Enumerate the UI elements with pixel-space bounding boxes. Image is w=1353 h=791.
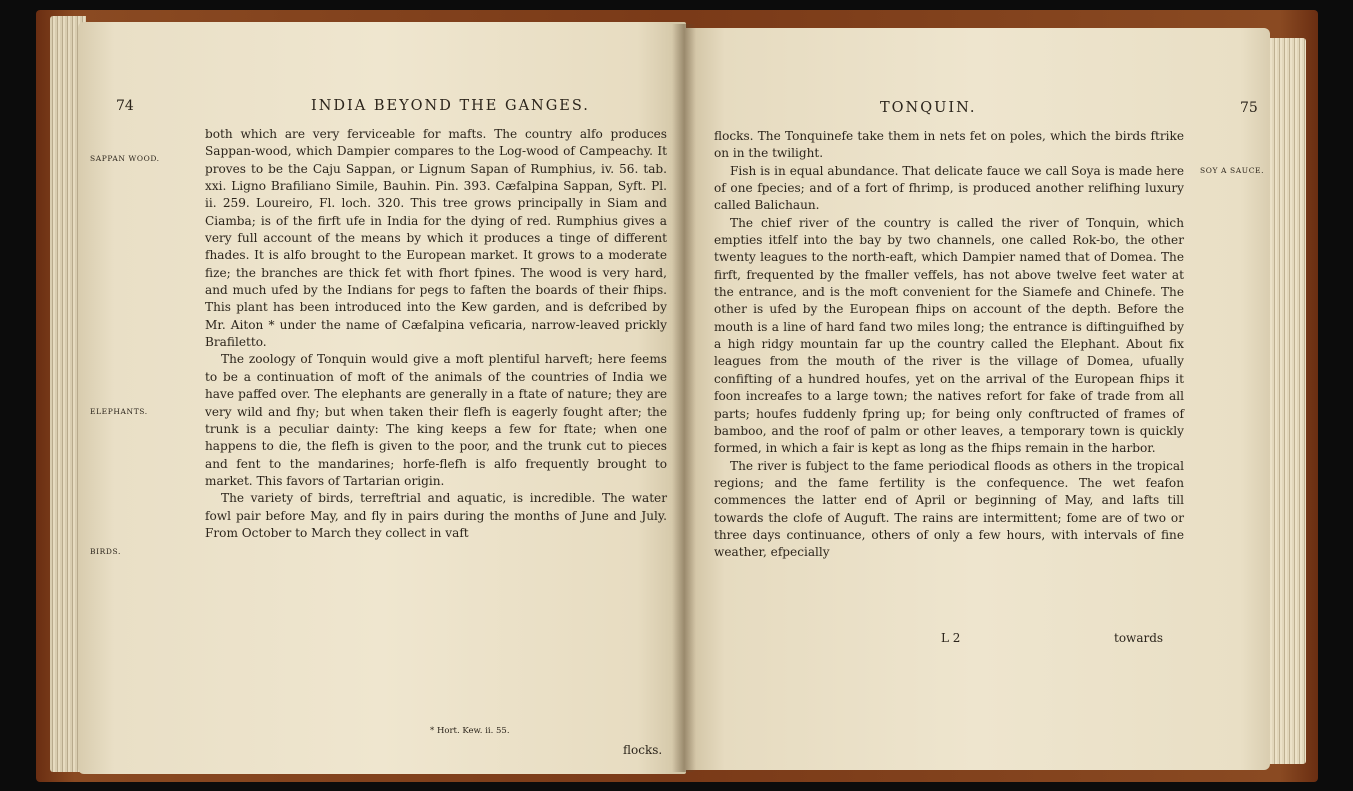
- paragraph-flocks: flocks. The Tonquinefe take them in nets fet on poles, which the birds ftrike on in the twilight.: [714, 129, 1184, 161]
- paragraph-fish: Fish is in equal abundance. That delicate fauce we call Soya is made here of one fpecies; and of a fort of fhrimp, is produced another relifhing luxury called Balichaun.: [714, 163, 1184, 213]
- margin-note-elephants: ELEPHANTS.: [90, 407, 148, 416]
- right-folio: 75: [1240, 100, 1258, 116]
- left-catchword: flocks.: [623, 743, 663, 757]
- right-catchword: towards: [1114, 631, 1164, 645]
- paragraph-birds: The variety of birds, terreftrial and aquatic, is incredible. The water fowl pair before May, and fly in pairs during the months of June and July. From October to March they collect in vaft: [205, 491, 667, 540]
- right-running-head: TONQUIN.: [880, 100, 977, 116]
- footnote: * Hort. Kew. ii. 55.: [430, 726, 510, 736]
- paragraph-zoology: The zoology of Tonquin would give a moft plentiful harveft; here feems to be a continuation of moft of the animals of the countries of India we have paffed over. The elephants are generally in a ftate of nature; they are very wild and fhy; but when taken their flefh is eagerly fought after; the trunk is a peculiar dainty: The king keeps a few for ftate; when one happens to die, the flefh is given to the poor, and the trunk cut to pieces and fent to the mandarines; horfe-flefh is alfo frequently brought to market. This favors of Tartarian origin.: [205, 352, 667, 488]
- paragraph-river: The chief river of the country is called the river of Tonquin, which empties itfelf into the bay by two channels, one called Rok-bo, the other twenty leagues to the north-eaft, which Dampier named that of Domea. The firft, frequented by the fmaller veffels, has not above twelve feet water at the entrance, and is the moft convenient for the Siamefe and Chinefe. The other is ufed by the European fhips on account of the depth. Before the mouth is a line of hard fand two miles long; the entrance is diftinguifhed by a high ridgy mountain far up the country called the Elephant. About fix leagues from the mouth of the river is the village of Domea, ufually confifting of a hundred houfes, yet on the arrival of the European fhips it foon increafes to a large town; the natives refort for fake of trade from all parts; houfes fuddenly fpring up; for being only conftructed of frames of bamboo, and the roof of palm or other leaves, a temporary town is quickly formed, in which a fair is kept as long as the fhips remain in the harbor.: [714, 215, 1184, 456]
- left-page: [78, 22, 686, 774]
- signature-mark: L 2: [941, 631, 961, 645]
- paragraph-sappan-wood: both which are very ferviceable for mafts. The country alfo produces Sappan-wood, which Dampier compares to the Log-wood of Campeachy. It proves to be the Caju Sappan, or Lignum Sapan of Rumphius, iv. 56. tab. xxi. Ligno Brafiliano Simile, Bauhin. Pin. 393. Cæfalpina Sappan, Syft. Pl. ii. 259. Loureiro, Fl. loch. 320. This tree grows principally in Siam and Ciamba; is of the firft ufe in India for the dying of red. Rumphius gives a very full account of the means by which it produces a tinge of different fhades. It is alfo brought to the European market. It grows to a moderate fize; the branches are thick fet with fhort fpines. The wood is very hard, and much ufed by the Indians for pegs to faften the boards of their fhips. This plant has been introduced into the Kew garden, and is defcribed by Mr. Aiton * under the name of Cæfalpina veficaria, narrow-leaved prickly Brafiletto.: [205, 127, 667, 350]
- paragraph-floods: The river is fubject to the fame periodical floods as others in the tropical regions; and the fame fertility is the confequence. The wet feafon commences the latter end of April or beginning of May, and lafts till towards the clofe of Auguft. The rains are intermittent; fome are of two or three days continuance, others of only a few hours, with intervals of fine weather, efpecially: [714, 458, 1184, 560]
- margin-note-sappan-wood: SAPPAN WOOD.: [90, 154, 160, 163]
- margin-note-birds: BIRDS.: [90, 547, 121, 556]
- left-running-head: INDIA BEYOND THE GANGES.: [311, 98, 590, 114]
- right-body-text: [714, 128, 1184, 562]
- left-folio: 74: [116, 98, 134, 114]
- right-page: [684, 28, 1270, 770]
- left-body-text: [205, 126, 667, 542]
- margin-note-soy-sauce: SOY A SAUCE.: [1200, 166, 1265, 175]
